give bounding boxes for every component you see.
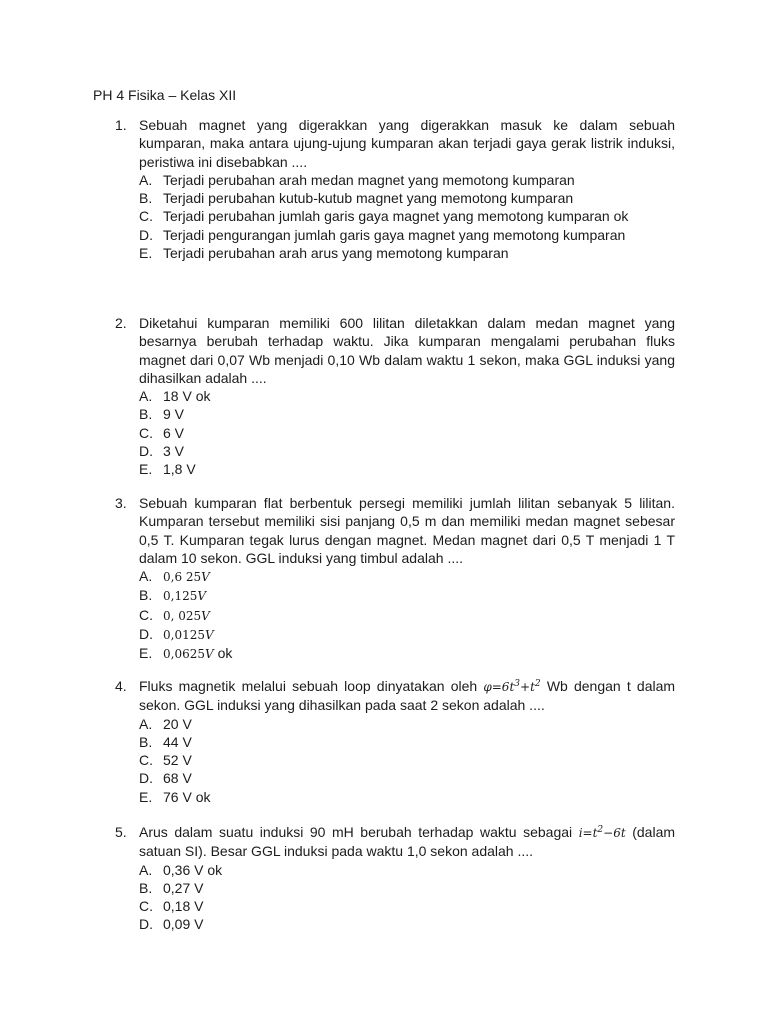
option-label: B.: [139, 879, 153, 896]
option-a: [139, 387, 675, 405]
answer-value: 0,0125: [163, 628, 205, 643]
question-number: 4.: [115, 678, 127, 694]
option-c: [139, 897, 675, 915]
option-text: 52 V: [163, 752, 192, 769]
current-formula: [579, 826, 626, 840]
question-text: Sebuah kumparan flat berbentuk persegi memiliki jumlah lilitan sebanyak 5 lilitan. Kumparan tersebut memiliki sisi panjang 0,5 m dan memiliki medan magnet sebesar 0,5 T. Kumparan tegak lurus dengan magnet. Medan magnet dari 0,5 T menjadi 1 T dalam 10 sekon. GGL induksi yang timbul adalah ....: [139, 495, 675, 566]
option-text: 18 V ok: [163, 388, 211, 405]
option-d: [139, 769, 675, 787]
option-label: C.: [139, 898, 153, 915]
answer-value: 0,0625: [163, 647, 205, 662]
formula-exponent: 2: [597, 825, 604, 835]
option-e: [139, 460, 675, 478]
formula-exponent: 2: [534, 679, 541, 689]
question-2: [115, 314, 675, 479]
option-text: 76 V ok: [163, 788, 211, 805]
formula-symbol-i: i: [578, 826, 583, 840]
option-d: [139, 625, 675, 644]
option-b: [139, 733, 675, 751]
option-d: [139, 442, 675, 460]
option-text: 0,18 V: [163, 898, 204, 915]
formula-variable: t: [592, 826, 598, 840]
option-label: A.: [139, 388, 153, 405]
unit-symbol: V: [201, 608, 210, 623]
option-label: A.: [139, 861, 153, 878]
option-text: 20 V: [163, 715, 192, 732]
answer-value: 0,6 25: [163, 570, 202, 585]
formula-minus: −6: [603, 826, 621, 840]
option-text: Terjadi perubahan arah arus yang memotong kumparan: [163, 245, 509, 262]
option-label: C.: [139, 424, 153, 441]
option-label: A.: [139, 568, 153, 585]
question-number: 5.: [115, 824, 127, 840]
formula-exponent: 3: [514, 679, 521, 689]
option-text: 68 V: [163, 770, 192, 787]
question-text: [139, 677, 675, 715]
question-3: [115, 494, 675, 664]
option-text: Terjadi perubahan arah medan magnet yang memotong kumparan: [163, 171, 575, 188]
answer-value: 0, 025: [163, 608, 202, 623]
question-1: [115, 116, 675, 262]
option-list: [139, 567, 675, 663]
option-a: [139, 567, 675, 586]
option-label: D.: [139, 226, 153, 243]
option-e: [139, 244, 675, 262]
option-list: [139, 387, 675, 478]
option-text: 9 V: [163, 406, 185, 423]
formula-variable: t: [620, 826, 626, 840]
option-text: Terjadi perubahan jumlah garis gaya magnet yang memotong kumparan ok: [163, 208, 629, 225]
option-label: B.: [139, 406, 153, 423]
option-list: [139, 171, 675, 262]
option-text: Terjadi pengurangan jumlah garis gaya magnet yang memotong kumparan: [163, 226, 626, 243]
formula-equals: =: [582, 826, 593, 840]
answer-note: ok: [217, 645, 233, 662]
option-d: [139, 226, 675, 244]
page-title: PH 4 Fisika – Kelas XII: [93, 87, 237, 103]
option-label: D.: [139, 626, 153, 643]
option-label: B.: [139, 587, 153, 604]
question-number: 3.: [115, 495, 127, 511]
option-b: [139, 405, 675, 423]
option-text: 0,09 V: [163, 916, 204, 933]
option-label: E.: [139, 645, 153, 662]
option-label: B.: [139, 733, 153, 750]
question-number: 2.: [115, 315, 127, 331]
option-c: [139, 424, 675, 442]
question-text-before: Fluks magnetik melalui sebuah loop dinyatakan oleh: [139, 678, 478, 694]
option-b: [139, 879, 675, 897]
option-label: C.: [139, 208, 153, 225]
formula-equals: =6: [491, 680, 510, 694]
option-label: E.: [139, 245, 153, 262]
formula-symbol-phi: φ: [483, 680, 492, 694]
option-label: D.: [139, 770, 153, 787]
formula-variable: t: [530, 680, 535, 694]
formula-variable: t: [509, 680, 515, 694]
option-label: D.: [139, 916, 153, 933]
option-text: 6 V: [163, 424, 185, 441]
question-text-after: Wb dengan t dalam sekon. GGL induksi yang dihasilkan pada saat 2 sekon adalah ....: [139, 678, 676, 714]
option-c: [139, 606, 675, 625]
option-c: [139, 751, 675, 769]
question-4: [115, 677, 675, 806]
option-b: [139, 586, 675, 605]
option-text: 1,8 V: [163, 461, 196, 478]
option-label: D.: [139, 443, 153, 460]
option-c: [139, 207, 675, 225]
option-text: 0,27 V: [163, 879, 204, 896]
question-text: Diketahui kumparan memiliki 600 lilitan diletakkan dalam medan magnet yang besarnya berubah terhadap waktu. Jika kumparan mengalami perubahan fluks magnet dari 0,07 Wb menjadi 0,10 Wb dalam waktu 1 sekon, maka GGL induksi yang dihasilkan adalah ....: [139, 315, 675, 386]
option-e: [139, 788, 675, 806]
option-label: C.: [139, 606, 153, 623]
option-text: Terjadi perubahan kutub-kutub magnet yang memotong kumparan: [163, 190, 574, 207]
option-label: E.: [139, 788, 153, 805]
option-list: [139, 861, 675, 934]
option-text: 44 V: [163, 733, 192, 750]
option-text: 0,36 V ok: [163, 861, 223, 878]
option-a: [139, 715, 675, 733]
option-label: A.: [139, 715, 153, 732]
option-text: 3 V: [163, 443, 185, 460]
unit-symbol: V: [201, 570, 210, 585]
question-text: Sebuah magnet yang digerakkan yang digerakkan masuk ke dalam sebuah kumparan, maka antara ujung-ujung kumparan akan terjadi gaya gerak listrik induksi, peristiwa ini disebabkan ....: [139, 117, 675, 170]
flux-formula: [483, 680, 540, 694]
question-5: [115, 823, 675, 934]
option-label: B.: [139, 190, 153, 207]
question-text-before: Arus dalam suatu induksi 90 mH berubah terhadap waktu sebagai: [139, 824, 573, 840]
question-text-after: (dalam satuan SI). Besar GGL induksi pada waktu 1,0 sekon adalah ....: [139, 824, 676, 860]
option-e: [139, 644, 675, 663]
option-list: [139, 715, 675, 806]
formula-plus: +: [520, 680, 531, 694]
unit-symbol: V: [197, 589, 207, 604]
option-label: E.: [139, 461, 153, 478]
option-label: C.: [139, 752, 153, 769]
unit-symbol: V: [205, 647, 214, 662]
option-b: [139, 189, 675, 207]
option-d: [139, 915, 675, 933]
question-number: 1.: [115, 117, 127, 133]
question-text: [139, 823, 675, 861]
option-a: [139, 171, 675, 189]
answer-value: 0,125: [163, 589, 198, 604]
unit-symbol: V: [205, 628, 214, 643]
option-a: [139, 861, 675, 879]
option-label: A.: [139, 171, 153, 188]
